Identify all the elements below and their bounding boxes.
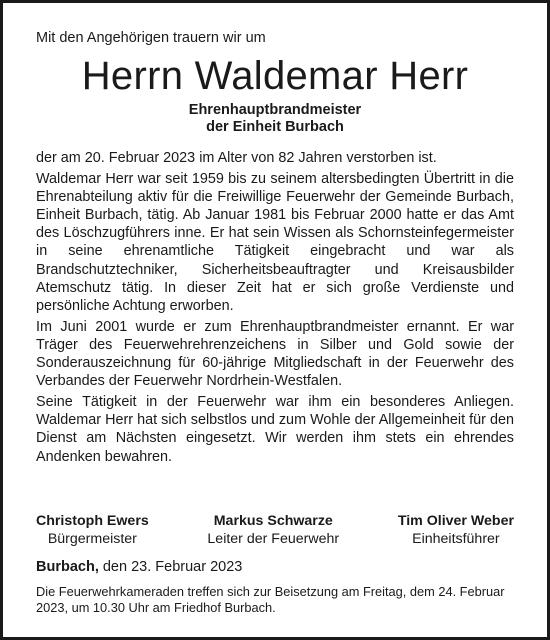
- signer-unit-leader: [398, 512, 514, 548]
- rank-line-1: Ehrenhauptbrandmeister: [188, 102, 362, 118]
- signer-role: Leiter der Feuerwehr: [207, 531, 340, 547]
- deceased-name: Herrn Waldemar Herr: [81, 54, 469, 98]
- signer-role: Einheitsführer: [412, 531, 500, 547]
- signature-block: [36, 512, 514, 548]
- body-paragraph-3: Im Juni 2001 wurde er zum Ehrenhauptbrandmeister ernannt. Er war Träger des Feuerwehrehrenzeichens in Silber und Gold sowie der Sonderauszeichnung für 60-jährige Mitgliedschaft in der Feuerwehr des Verbandes der Feuerwehr Nordrhein-Westfalen.: [36, 318, 514, 390]
- rank-title: [3, 102, 547, 136]
- signer-name: Christoph Ewers: [36, 513, 149, 529]
- signer-fire-chief: [207, 512, 339, 548]
- place: Burbach,: [36, 559, 99, 575]
- funeral-note: Die Feuerwehrkameraden treffen sich zur Beisetzung am Freitag, dem 24. Februar 2023, um 10.30 Uhr am Friedhof Burbach.: [36, 584, 505, 615]
- place-date-line: [36, 558, 242, 576]
- obituary-body: [36, 149, 514, 466]
- body-paragraph-4: Seine Tätigkeit in der Feuerwehr war ihm ein besonderes Anliegen. Waldemar Herr hat sich selbstlos und zum Wohle der Allgemeinheit für den Dienst am Nächsten eingesetzt. Wir werden ihm stets ein ehrendes Andenken bewahren.: [36, 394, 514, 465]
- signer-name: Tim Oliver Weber: [397, 513, 514, 529]
- signer-mayor: [36, 512, 149, 548]
- signer-role: Bürgermeister: [47, 531, 137, 547]
- date: den 23. Februar 2023: [98, 559, 243, 575]
- body-paragraph-2: Waldemar Herr war seit 1959 bis zu seinem altersbedingten Übertritt in die Ehrenabteilung aktiv für die Freiwillige Feuerwehr der Gemeinde Burbach, Einheit Burbach, tätig. Ab Januar 1981 bis Februar 2000 hatte er das Amt des Löschzugführers inne. Er hat sein Wissen als Schornsteinfegermeister in seine ehrenamtliche Tätigkeit eingebracht und war als Brandschutztechniker, Sicherheitsbeauftragter und Kreisausbilder Atemschutz tätig. In dieser Zeit hat er sich große Verdienste und persönliche Achtung erworben.: [36, 171, 514, 314]
- signer-name: Markus Schwarze: [213, 513, 333, 529]
- body-paragraph-1: der am 20. Februar 2023 im Alter von 82 Jahren verstorben ist.: [36, 150, 437, 166]
- rank-line-2: der Einheit Burbach: [206, 119, 344, 135]
- intro-text: Mit den Angehörigen trauern wir um: [36, 30, 266, 46]
